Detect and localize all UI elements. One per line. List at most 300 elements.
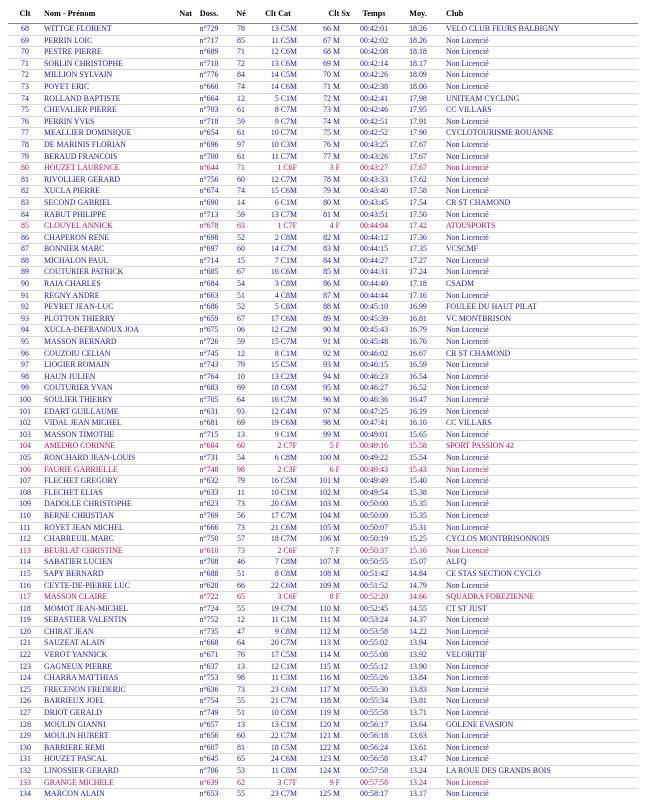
cell-nat [160, 383, 192, 395]
cell-sex-rank: 95 M [323, 383, 340, 393]
cell-time: 00:44:27 [359, 255, 389, 265]
cell-cat-rank: 5 C8M [274, 302, 297, 312]
cell-speed: 13.24 [409, 777, 427, 787]
cell-nat [160, 441, 192, 453]
cell-sex-rank: 100 M [319, 452, 340, 462]
cell-rank: 87 [21, 244, 29, 254]
cell-club: Non Licencié [446, 673, 489, 683]
table-row [8, 615, 638, 627]
cell-club: Non Licencié [446, 174, 489, 184]
cell-bib: n°645 [199, 754, 219, 764]
cell-cat-rank: 8 C8M [274, 568, 297, 578]
cell-sex-rank: 89 M [323, 313, 340, 323]
cell-cat-rank: 3 C8M [274, 279, 297, 289]
cell-cat-rank: 14 C6M [270, 81, 297, 91]
cell-speed: 15.58 [409, 441, 427, 451]
cell-nat [160, 534, 192, 546]
table-row [8, 499, 638, 511]
table-row [8, 279, 638, 291]
cell-time: 00:43:40 [359, 186, 389, 196]
table-row [8, 232, 638, 244]
cell-born: 69 [237, 418, 245, 428]
cell-club: VELORITIF [446, 650, 487, 660]
cell-born: 74 [237, 81, 245, 91]
cell-speed: 18.26 [409, 35, 427, 45]
cell-name: VEROT YANNICK [44, 650, 108, 660]
table-row [8, 476, 638, 488]
cell-born: 60 [237, 174, 245, 184]
cell-cat-rank: 1 C6F [277, 163, 297, 173]
cell-cat-rank: 10 C7M [270, 128, 297, 138]
cell-speed: 14.84 [409, 568, 427, 578]
cell-sex-rank: 106 M [319, 534, 340, 544]
cell-sex-rank: 66 M [323, 24, 340, 33]
cell-name: COUTURIER PATRICK [44, 267, 124, 277]
cell-born: 60 [237, 441, 245, 451]
table-row [8, 348, 638, 360]
cell-rank: 107 [19, 476, 31, 486]
cell-rank: 110 [19, 510, 31, 520]
cell-nat [160, 302, 192, 314]
cell-name: XUCLA-DEFRANOUX JOA [44, 325, 139, 335]
cell-time: 00:56:24 [359, 742, 389, 752]
cell-nat [160, 661, 192, 673]
cell-time: 00:47:41 [359, 418, 389, 428]
cell-cat-rank: 22 C6M [270, 580, 297, 590]
cell-speed: 17.18 [409, 279, 427, 289]
cell-time: 00:55:08 [359, 650, 389, 660]
cell-born: 55 [237, 789, 245, 799]
cell-speed: 14.37 [409, 615, 427, 625]
cell-sex-rank: 101 M [319, 476, 340, 486]
cell-rank: 82 [21, 186, 29, 196]
cell-speed: 18.18 [409, 47, 427, 57]
cell-rank: 85 [21, 221, 29, 231]
cell-sex-rank: 4 F [329, 221, 340, 231]
cell-bib: n°756 [199, 174, 219, 184]
cell-rank: 113 [19, 545, 31, 555]
cell-rank: 134 [19, 789, 31, 799]
cell-speed: 13.81 [409, 696, 427, 706]
cell-bib: n°633 [199, 487, 219, 497]
cell-cat-rank: 16 C5M [270, 476, 297, 486]
cell-time: 00:43:33 [359, 174, 389, 184]
cell-nat [160, 557, 192, 569]
cell-time: 00:46:15 [359, 360, 389, 370]
cell-rank: 120 [19, 626, 31, 636]
cell-born: 76 [237, 650, 245, 660]
cell-time: 00:49:49 [359, 476, 389, 486]
cell-born: 14 [237, 197, 245, 207]
table-row [8, 534, 638, 546]
cell-born: 53 [237, 766, 245, 775]
cell-name: RAIA CHARLES [44, 279, 101, 289]
cell-born: 54 [237, 279, 245, 289]
cell-bib: n°735 [199, 626, 219, 636]
cell-club: Non Licencié [446, 209, 489, 219]
cell-speed: 17.67 [409, 151, 427, 161]
cell-time: 00:45:48 [359, 337, 389, 347]
cell-time: 00:55:30 [359, 684, 389, 694]
cell-nat [160, 209, 192, 221]
cell-sex-rank: 80 M [323, 197, 340, 207]
cell-nat [160, 151, 192, 163]
cell-cat-rank: 11 C8M [271, 766, 297, 775]
cell-sex-rank: 96 M [323, 395, 340, 404]
cell-bib: n°745 [199, 348, 219, 358]
cell-born: 67 [237, 313, 245, 323]
cell-speed: 16.99 [409, 302, 427, 312]
table-row [8, 383, 638, 395]
cell-cat-rank: 13 C7M [270, 209, 297, 219]
cell-speed: 17.90 [409, 128, 427, 138]
cell-rank: 70 [21, 47, 29, 57]
cell-rank: 102 [19, 418, 31, 428]
cell-cat-rank: 8 C7M [274, 105, 297, 115]
cell-cat-rank: 21 C7M [270, 696, 297, 706]
cell-name: PESTRE PIERRE [44, 47, 102, 57]
cell-club: CR ST CHAMOND [446, 348, 511, 358]
cell-rank: 68 [21, 24, 29, 33]
cell-name: DE MARINIS FLORIAN [44, 139, 126, 149]
cell-nat [160, 650, 192, 662]
col-header-bib: Doss. [199, 8, 219, 18]
cell-club: Non Licencié [446, 684, 489, 694]
cell-rank: 96 [21, 348, 29, 358]
cell-nat [160, 348, 192, 360]
cell-nat [160, 58, 192, 70]
cell-time: 00:49:16 [359, 441, 389, 451]
cell-born: 55 [237, 603, 245, 613]
cell-sex-rank: 74 M [323, 116, 340, 126]
cell-club: FOULEE DU HAUT PILAT [446, 302, 537, 312]
cell-nat [160, 81, 192, 93]
cell-club: Non Licencié [446, 232, 489, 242]
cell-bib: n°664 [199, 93, 219, 103]
cell-club: Non Licencié [446, 777, 489, 787]
cell-sex-rank: 113 M [319, 638, 340, 648]
cell-name: RIVOLLIER GERARD [44, 174, 121, 184]
cell-nat [160, 232, 192, 244]
cell-speed: 13.94 [409, 638, 427, 648]
cell-bib: n°671 [199, 650, 219, 660]
cell-time: 00:44:31 [359, 267, 389, 277]
cell-rank: 109 [19, 499, 31, 509]
cell-born: 52 [237, 232, 245, 242]
cell-time: 00:42:46 [359, 105, 389, 115]
cell-club: CE STAS SECTION CYCLO [446, 568, 541, 578]
cell-sex-rank: 124 M [319, 766, 340, 775]
cell-nat [160, 719, 192, 731]
cell-sex-rank: 91 M [323, 337, 340, 347]
table-row [8, 626, 638, 638]
cell-bib: n°703 [199, 105, 219, 115]
cell-cat-rank: 17 C5M [270, 650, 297, 660]
cell-time: 00:42:51 [359, 116, 389, 126]
cell-nat [160, 696, 192, 708]
table-row [8, 557, 638, 569]
table-row [8, 337, 638, 349]
cell-time: 00:42:01 [359, 24, 389, 33]
table-row [8, 47, 638, 59]
cell-club: Non Licencié [446, 255, 489, 265]
cell-speed: 17.27 [409, 255, 427, 265]
cell-born: 79 [237, 476, 245, 486]
cell-name: POYET ERIC [44, 81, 90, 91]
cell-bib: n°644 [199, 163, 219, 173]
cell-bib: n°700 [199, 151, 219, 161]
col-header-club: Club [446, 8, 464, 18]
cell-club: Non Licencié [446, 58, 489, 68]
col-header-speed: Moy. [409, 8, 427, 18]
cell-cat-rank: 5 C1M [274, 93, 297, 103]
cell-name: BERNE CHRISTIAN [44, 510, 114, 520]
cell-born: 11 [237, 487, 245, 497]
table-row [8, 661, 638, 673]
cell-sex-rank: 77 M [323, 151, 340, 161]
cell-cat-rank: 20 C6M [270, 499, 297, 509]
cell-time: 00:50:55 [359, 557, 389, 567]
cell-nat [160, 626, 192, 638]
cell-time: 00:52:45 [359, 603, 389, 613]
cell-cat-rank: 1 C7F [277, 221, 297, 231]
cell-bib: n°675 [199, 325, 219, 335]
cell-rank: 101 [19, 406, 31, 416]
cell-born: 73 [237, 522, 245, 532]
cell-name: WITTGE FLORENT [44, 24, 112, 33]
cell-name: CLOUVEL ANNICK [44, 221, 113, 231]
cell-bib: n°663 [199, 290, 219, 300]
cell-rank: 100 [19, 395, 31, 404]
cell-bib: n°717 [199, 35, 219, 45]
cell-sex-rank: 85 M [323, 267, 340, 277]
cell-born: 61 [237, 151, 245, 161]
cell-born: 81 [237, 742, 245, 752]
cell-speed: 13.24 [409, 766, 427, 775]
cell-nat [160, 47, 192, 59]
cell-rank: 83 [21, 197, 29, 207]
table-row [8, 487, 638, 499]
table-row [8, 325, 638, 337]
cell-bib: n°610 [199, 545, 219, 555]
cell-bib: n°776 [199, 70, 219, 80]
cell-born: 73 [237, 684, 245, 694]
cell-name: BARRIERE REMI [44, 742, 105, 752]
cell-time: 00:55:58 [359, 708, 389, 718]
table-row [8, 696, 638, 708]
cell-club: Non Licencié [446, 151, 489, 161]
cell-time: 00:57:58 [359, 766, 389, 775]
cell-cat-rank: 11 C7M [271, 151, 297, 161]
cell-club: UNITEAM CYCLING [446, 93, 520, 103]
table-row [8, 603, 638, 615]
cell-born: 98 [237, 673, 245, 683]
cell-name: EDART GUILLAUME [44, 406, 119, 416]
table-row [8, 116, 638, 128]
cell-rank: 104 [19, 441, 31, 451]
cell-club: Non Licencié [446, 638, 489, 648]
cell-rank: 123 [19, 661, 31, 671]
cell-name: CHIRAT JEAN [44, 626, 94, 636]
table-row [8, 545, 638, 557]
cell-cat-rank: 3 C6F [277, 592, 297, 602]
cell-born: 13 [237, 719, 245, 729]
cell-time: 00:46:23 [359, 371, 389, 381]
cell-nat [160, 499, 192, 511]
cell-sex-rank: 72 M [323, 93, 340, 103]
cell-speed: 16.52 [409, 383, 427, 393]
cell-bib: n°660 [199, 81, 219, 91]
cell-bib: n°678 [199, 221, 219, 231]
table-row [8, 105, 638, 117]
cell-club: Non Licencié [446, 406, 489, 416]
cell-cat-rank: 2 C6F [277, 545, 297, 555]
cell-time: 00:45:43 [359, 325, 389, 335]
cell-sex-rank: 86 M [323, 279, 340, 289]
table-row [8, 742, 638, 754]
cell-rank: 73 [21, 81, 29, 91]
cell-nat [160, 70, 192, 82]
cell-cat-rank: 23 C6M [270, 684, 297, 694]
cell-rank: 114 [19, 557, 31, 567]
cell-name: PLOTTON THIERRY [44, 313, 116, 323]
cell-rank: 80 [21, 163, 29, 173]
cell-born: 63 [237, 221, 245, 231]
cell-time: 00:44:15 [359, 244, 389, 254]
table-row [8, 290, 638, 302]
cell-speed: 17.58 [409, 186, 427, 196]
cell-born: 67 [237, 267, 245, 277]
cell-club: VC MONTBRISON [446, 313, 512, 323]
cell-club: Non Licencié [446, 267, 489, 277]
table-row [8, 81, 638, 93]
cell-speed: 16.81 [409, 313, 427, 323]
cell-speed: 13.84 [409, 673, 427, 683]
cell-born: 79 [237, 360, 245, 370]
cell-nat [160, 638, 192, 650]
cell-time: 00:55:26 [359, 673, 389, 683]
cell-speed: 17.67 [409, 139, 427, 149]
cell-club: CR ST CHAMOND [446, 197, 511, 207]
cell-time: 00:42:41 [359, 93, 389, 103]
cell-nat [160, 406, 192, 418]
cell-bib: n°684 [199, 279, 219, 289]
cell-name: REGNY ANDRE [44, 290, 100, 300]
table-row [8, 708, 638, 720]
cell-club: CC VILLARS [446, 105, 492, 115]
cell-club: GOLENE EVASION [446, 719, 514, 729]
cell-time: 00:42:08 [359, 47, 389, 57]
cell-time: 00:46:27 [359, 383, 389, 393]
table-row [8, 244, 638, 256]
cell-nat [160, 174, 192, 186]
cell-sex-rank: 99 M [323, 429, 340, 439]
cell-bib: n°631 [199, 406, 219, 416]
table-row [8, 429, 638, 441]
cell-club: Non Licencié [446, 139, 489, 149]
cell-bib: n°724 [199, 603, 219, 613]
cell-sex-rank: 122 M [319, 742, 340, 752]
cell-rank: 128 [19, 719, 31, 729]
cell-nat [160, 742, 192, 754]
cell-sex-rank: 118 M [319, 696, 340, 706]
cell-sex-rank: 97 M [323, 406, 340, 416]
cell-rank: 118 [19, 603, 31, 613]
cell-club: Non Licencié [446, 464, 489, 474]
table-row [8, 673, 638, 685]
cell-speed: 17.67 [409, 163, 427, 173]
cell-sex-rank: 103 M [319, 499, 340, 509]
cell-born: 55 [237, 696, 245, 706]
cell-cat-rank: 16 C7M [270, 395, 297, 404]
cell-club: CYCLOS MONTBRISONNOIS [446, 534, 550, 544]
cell-rank: 126 [19, 696, 31, 706]
cell-sex-rank: 8 F [329, 592, 340, 602]
cell-nat [160, 163, 192, 175]
table-row [8, 650, 638, 662]
cell-nat [160, 522, 192, 534]
table-row [8, 255, 638, 267]
cell-nat [160, 592, 192, 604]
cell-nat [160, 789, 192, 800]
cell-sex-rank: 6 F [329, 464, 340, 474]
cell-name: GRANGE MICHELE [44, 777, 114, 787]
cell-born: 73 [237, 545, 245, 555]
cell-name: CHABREUIL MARC [44, 534, 115, 544]
cell-rank: 99 [21, 383, 29, 393]
cell-name: MARCON ALAIN [44, 789, 105, 799]
cell-speed: 18.26 [409, 24, 427, 33]
cell-nat [160, 255, 192, 267]
cell-speed: 13.47 [409, 754, 427, 764]
cell-nat [160, 267, 192, 279]
cell-rank: 84 [21, 209, 29, 219]
cell-born: 13 [237, 429, 245, 439]
cell-name: MILLION SYLVAIN [44, 70, 113, 80]
cell-name: HAUN JULIEN [44, 371, 96, 381]
cell-speed: 15.31 [409, 522, 427, 532]
cell-club: Non Licencié [446, 754, 489, 764]
cell-name: PEYRET JEAN-LUC [44, 302, 114, 312]
cell-sex-rank: 82 M [323, 232, 340, 242]
cell-nat [160, 754, 192, 766]
cell-sex-rank: 105 M [319, 522, 340, 532]
cell-time: 00:42:14 [359, 58, 389, 68]
table-row [8, 441, 638, 453]
cell-club: Non Licencié [446, 580, 489, 590]
cell-time: 00:42:26 [359, 70, 389, 80]
cell-cat-rank: 20 C7M [270, 638, 297, 648]
cell-cat-rank: 19 C7M [270, 603, 297, 613]
cell-bib: n°697 [199, 244, 219, 254]
cell-bib: n°653 [199, 789, 219, 799]
cell-sex-rank: 90 M [323, 325, 340, 335]
cell-club: Non Licencié [446, 696, 489, 706]
cell-speed: 14.79 [409, 580, 427, 590]
cell-name: PERRIN LOIC [44, 35, 93, 45]
cell-born: 65 [237, 592, 245, 602]
cell-nat [160, 684, 192, 696]
cell-sex-rank: 121 M [319, 731, 340, 741]
cell-club: Non Licencié [446, 731, 489, 741]
cell-club: CYCLOTOURISME ROUANNE [446, 128, 554, 138]
cell-name: ROLLAND BAPTISTE [44, 93, 121, 103]
cell-born: 60 [237, 244, 245, 254]
cell-cat-rank: 11 C1M [271, 615, 297, 625]
cell-cat-rank: 9 C8M [274, 626, 297, 636]
cell-name: RONCHARD JEAN-LOUIS [44, 452, 136, 462]
cell-club: Non Licencié [446, 615, 489, 625]
